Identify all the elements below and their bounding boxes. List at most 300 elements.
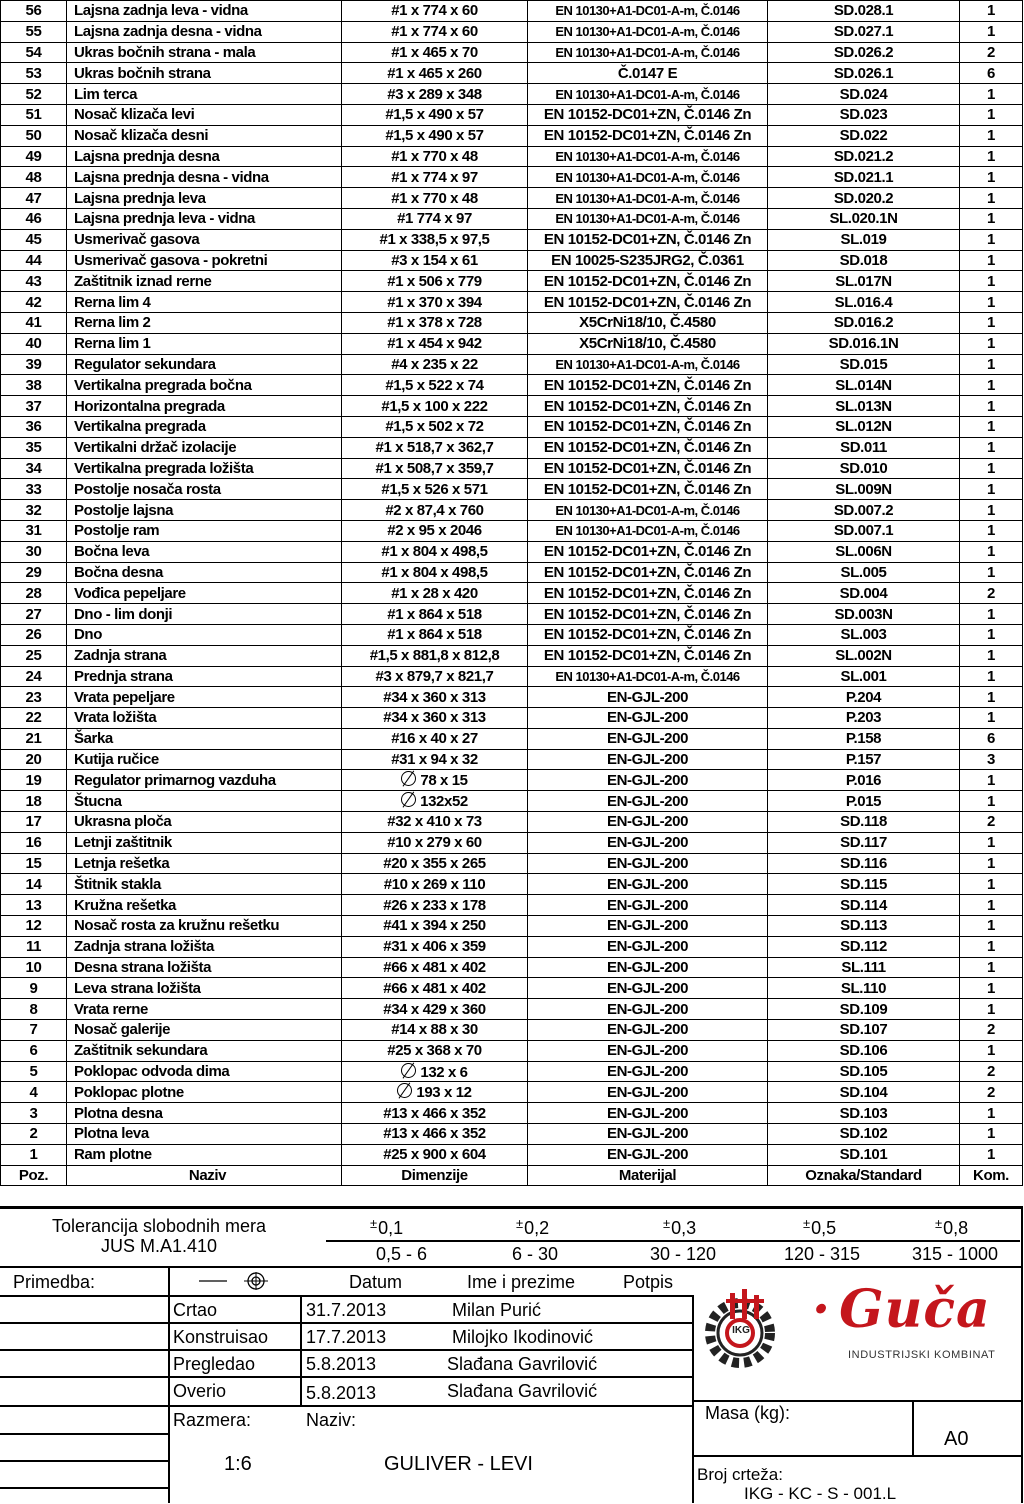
- cell-position-text: 32: [25, 501, 42, 519]
- cell-dimensions-text: #2 x 95 x 2046: [387, 522, 482, 540]
- cell-quantity: [960, 375, 1023, 396]
- cell-designation-text: SD.016.1N: [828, 335, 899, 353]
- cell-designation-text: SD.106: [839, 1042, 888, 1060]
- cell-dimensions: [342, 229, 528, 250]
- cell-name: [67, 354, 342, 375]
- column-header-poz: Poz.: [1, 1165, 67, 1186]
- cell-position: [1, 333, 67, 354]
- cell-name: [67, 125, 342, 146]
- cell-designation-text: SD.028.1: [833, 2, 894, 20]
- brand-subtitle: INDUSTRIJSKI KOMBINAT: [848, 1349, 996, 1361]
- cell-position-text: 34: [25, 459, 42, 477]
- cell-name-text: Nosač galerije: [74, 1021, 171, 1039]
- cell-position-text: 18: [25, 792, 42, 810]
- cell-position-text: 48: [25, 168, 42, 186]
- logo-badge: IKG: [732, 1325, 750, 1336]
- cell-dimensions: [342, 375, 528, 396]
- cell-material-text: EN 10152-DC01+ZN, Č.0146 Zn: [543, 480, 752, 498]
- cell-material-text: EN 10130+A1-DC01-A-m, Č.0146: [555, 3, 740, 19]
- cell-name-text: Rerna lim 1: [74, 335, 151, 353]
- cell-quantity-text: 1: [987, 522, 995, 540]
- cell-dimensions: [342, 479, 528, 500]
- cell-material-text: EN 10152-DC01+ZN, Č.0146 Zn: [543, 647, 752, 665]
- cell-dimensions-text: #3 x 879,7 x 821,7: [375, 667, 494, 685]
- cell-designation: [768, 1, 960, 22]
- cell-quantity: [960, 874, 1023, 895]
- cell-dimensions-text: #1 x 378 x 728: [387, 314, 482, 332]
- cell-material: [528, 936, 768, 957]
- cell-quantity-text: 1: [987, 834, 995, 852]
- paper-format: A0: [944, 1428, 969, 1450]
- approval-name: Slađana Gavrilović: [447, 1381, 598, 1401]
- cell-position: [1, 458, 67, 479]
- cell-dimensions-text: #20 x 355 x 265: [383, 855, 486, 873]
- tolerance-range: 30 - 120: [650, 1244, 717, 1264]
- cell-quantity-text: 1: [987, 875, 995, 893]
- cell-designation-text: SD.020.2: [833, 189, 894, 207]
- cell-quantity: [960, 1103, 1023, 1124]
- cell-name: [67, 146, 342, 167]
- divider: [0, 1433, 170, 1435]
- cell-material-text: EN-GJL-200: [606, 917, 689, 935]
- cell-dimensions-text: #1 x 774 x 60: [391, 2, 478, 20]
- cell-quantity: [960, 167, 1023, 188]
- cell-name: [67, 895, 342, 916]
- cell-quantity-text: 1: [987, 896, 995, 914]
- cell-material-text: EN 10130+A1-DC01-A-m, Č.0146: [555, 356, 740, 372]
- cell-quantity: [960, 500, 1023, 521]
- cell-position: [1, 354, 67, 375]
- approval-role: Overio: [173, 1381, 227, 1401]
- cell-material: [528, 624, 768, 645]
- table-row: [1, 1, 1023, 22]
- cell-name-text: Zadnja strana ložišta: [74, 938, 214, 956]
- cell-dimensions-text: #1 x 864 x 518: [387, 626, 482, 644]
- cell-quantity: [960, 42, 1023, 63]
- cell-quantity: [960, 21, 1023, 42]
- cell-quantity: [960, 250, 1023, 271]
- cell-position-text: 31: [25, 522, 42, 540]
- cell-material: [528, 520, 768, 541]
- cell-quantity-text: 1: [987, 979, 995, 997]
- cell-material-text: EN 10152-DC01+ZN, Č.0146 Zn: [543, 272, 752, 290]
- cell-position: [1, 624, 67, 645]
- cell-designation-text: SD.101: [839, 1146, 888, 1164]
- cell-position-text: 51: [25, 106, 42, 124]
- cell-dimensions: [342, 645, 528, 666]
- cell-designation-text: SD.102: [839, 1125, 888, 1143]
- cell-position-text: 38: [25, 376, 42, 394]
- cell-designation: [768, 458, 960, 479]
- cell-quantity: [960, 84, 1023, 105]
- cell-designation-text: P.016: [845, 771, 882, 789]
- diameter-icon: [397, 1083, 412, 1098]
- cell-quantity: [960, 645, 1023, 666]
- cell-quantity-text: 1: [987, 459, 995, 477]
- cell-designation: [768, 708, 960, 729]
- cell-position: [1, 583, 67, 604]
- divider: [0, 1376, 170, 1378]
- cell-material-text: EN 10152-DC01+ZN, Č.0146 Zn: [543, 231, 752, 249]
- table-row: [1, 146, 1023, 167]
- cell-material-text: EN 10152-DC01+ZN, Č.0146 Zn: [543, 626, 752, 644]
- cell-name: [67, 791, 342, 812]
- cell-material: [528, 1082, 768, 1103]
- cell-position-text: 11: [25, 938, 42, 956]
- cell-material: [528, 645, 768, 666]
- cell-dimensions-text: #1 x 28 x 420: [391, 584, 478, 602]
- cell-name: [67, 188, 342, 209]
- cell-position: [1, 271, 67, 292]
- cell-dimensions: [342, 853, 528, 874]
- cell-material-text: EN-GJL-200: [606, 1104, 689, 1122]
- cell-designation: [768, 312, 960, 333]
- cell-quantity-text: 1: [987, 938, 995, 956]
- cell-position: [1, 853, 67, 874]
- cell-designation: [768, 624, 960, 645]
- cell-designation-text: SD.026.2: [833, 43, 894, 61]
- cell-name: [67, 832, 342, 853]
- cell-quantity: [960, 687, 1023, 708]
- cell-position: [1, 250, 67, 271]
- cell-quantity: [960, 562, 1023, 583]
- cell-name: [67, 1082, 342, 1103]
- cell-designation-text: SD.107: [839, 1021, 888, 1039]
- cell-designation: [768, 1040, 960, 1061]
- cell-quantity-text: 1: [987, 688, 995, 706]
- cell-name: [67, 583, 342, 604]
- cell-material: [528, 999, 768, 1020]
- cell-dimensions-text: #1 x 454 x 942: [387, 335, 482, 353]
- cell-material: [528, 957, 768, 978]
- cell-designation-text: SD.021.1: [833, 168, 894, 186]
- cell-name-text: Horizontalna pregrada: [74, 397, 225, 415]
- cell-name-text: Poklopac plotne: [74, 1083, 184, 1101]
- cell-position: [1, 416, 67, 437]
- cell-name-text: Plotna leva: [74, 1125, 149, 1143]
- cell-material: [528, 1124, 768, 1145]
- cell-name-text: Poklopac odvoda dima: [74, 1063, 230, 1081]
- cell-name-text: Regulator primarnog vazduha: [74, 771, 276, 789]
- cell-designation-text: SL.016.4: [834, 293, 893, 311]
- cell-quantity-text: 1: [987, 501, 995, 519]
- cell-material: [528, 728, 768, 749]
- cell-dimensions-text: #66 x 481 x 402: [383, 979, 486, 997]
- cell-quantity: [960, 770, 1023, 791]
- cell-dimensions: [342, 604, 528, 625]
- cell-designation: [768, 541, 960, 562]
- cell-designation: [768, 396, 960, 417]
- cell-material-text: EN-GJL-200: [606, 938, 689, 956]
- cell-designation-text: SD.015: [839, 355, 888, 373]
- cell-designation: [768, 167, 960, 188]
- cell-designation-text: SD.109: [839, 1000, 888, 1018]
- cell-quantity-text: 1: [987, 480, 995, 498]
- divider: [692, 1295, 694, 1503]
- cell-material: [528, 333, 768, 354]
- cell-quantity-text: 2: [987, 1083, 995, 1101]
- cell-material: [528, 479, 768, 500]
- cell-position-text: 39: [25, 355, 42, 373]
- cell-name: [67, 292, 342, 313]
- cell-designation-text: SD.018: [839, 251, 888, 269]
- cell-quantity-text: 1: [987, 855, 995, 873]
- cell-dimensions: [342, 42, 528, 63]
- cell-name-text: Rerna lim 2: [74, 314, 151, 332]
- cell-dimensions: [342, 437, 528, 458]
- cell-material-text: EN 10152-DC01+ZN, Č.0146 Zn: [543, 543, 752, 561]
- cell-designation-text: P.158: [845, 730, 882, 748]
- cell-position-text: 22: [25, 709, 42, 727]
- cell-quantity-text: 1: [987, 376, 995, 394]
- divider: [0, 1460, 170, 1462]
- cell-material-text: EN 10152-DC01+ZN, Č.0146 Zn: [543, 605, 752, 623]
- cell-quantity-text: 1: [987, 251, 995, 269]
- cell-quantity-text: 1: [987, 272, 995, 290]
- cell-name-text: Ukrasna ploča: [74, 813, 172, 831]
- cell-quantity-text: 1: [987, 626, 995, 644]
- cell-material: [528, 770, 768, 791]
- cell-quantity: [960, 416, 1023, 437]
- cell-designation: [768, 271, 960, 292]
- cell-quantity: [960, 208, 1023, 229]
- cell-dimensions-text: #10 x 269 x 110: [383, 875, 486, 893]
- cell-dimensions: [342, 458, 528, 479]
- cell-designation: [768, 916, 960, 937]
- column-date-label: Datum: [349, 1272, 403, 1292]
- cell-material-text: EN-GJL-200: [606, 771, 689, 789]
- cell-dimensions: [342, 292, 528, 313]
- frame-border: [0, 1206, 1022, 1209]
- cell-name: [67, 541, 342, 562]
- cell-quantity: [960, 125, 1023, 146]
- cell-quantity-text: 6: [987, 64, 995, 82]
- cell-position: [1, 874, 67, 895]
- cell-position-text: 26: [25, 626, 42, 644]
- table-row: [1, 1124, 1023, 1145]
- table-row: [1, 832, 1023, 853]
- table-row: [1, 604, 1023, 625]
- cell-quantity: [960, 312, 1023, 333]
- cell-material: [528, 1, 768, 22]
- cell-name: [67, 479, 342, 500]
- column-header-dim: Dimenzije: [342, 1165, 528, 1186]
- cell-name-text: Štucna: [74, 792, 122, 810]
- cell-material: [528, 312, 768, 333]
- cell-material: [528, 791, 768, 812]
- cell-position: [1, 167, 67, 188]
- cell-position-text: 49: [25, 147, 42, 165]
- tolerance-value: ±0,5: [803, 1216, 837, 1238]
- cell-position-text: 25: [25, 647, 42, 665]
- cell-name: [67, 1020, 342, 1041]
- table-row: [1, 250, 1023, 271]
- cell-designation: [768, 1144, 960, 1165]
- cell-name-text: Lim terca: [74, 85, 138, 103]
- cell-quantity: [960, 333, 1023, 354]
- cell-position: [1, 63, 67, 84]
- table-row: [1, 167, 1023, 188]
- cell-material-text: EN 10152-DC01+ZN, Č.0146 Zn: [543, 418, 752, 436]
- cell-material-text: EN-GJL-200: [606, 1042, 689, 1060]
- cell-material-text: EN-GJL-200: [606, 1063, 689, 1081]
- cell-quantity-text: 1: [987, 1042, 995, 1060]
- cell-name-text: Vertikalna pregrada ložišta: [74, 459, 254, 477]
- cell-material-text: EN 10130+A1-DC01-A-m, Č.0146: [555, 190, 740, 206]
- cell-position-text: 3: [29, 1104, 38, 1122]
- cell-position: [1, 936, 67, 957]
- cell-position-text: 7: [29, 1021, 38, 1039]
- tolerance-range: 315 - 1000: [912, 1244, 999, 1264]
- cell-position-text: 1: [29, 1146, 38, 1164]
- cell-name-text: Prednja strana: [74, 667, 173, 685]
- cell-quantity: [960, 354, 1023, 375]
- cell-position-text: 17: [25, 813, 42, 831]
- cell-quantity-text: 1: [987, 335, 995, 353]
- approval-name: Milojko Ikodinović: [452, 1327, 594, 1347]
- cell-position: [1, 999, 67, 1020]
- cell-quantity-text: 1: [987, 231, 995, 249]
- cell-material: [528, 1020, 768, 1041]
- cell-material-text: EN-GJL-200: [606, 979, 689, 997]
- cell-material-text: EN 10130+A1-DC01-A-m, Č.0146: [555, 211, 740, 227]
- cell-dimensions: [342, 874, 528, 895]
- cell-material: [528, 583, 768, 604]
- cell-designation-text: SD.010: [839, 459, 888, 477]
- cell-dimensions-text: 193 x 12: [416, 1084, 472, 1102]
- cell-designation: [768, 853, 960, 874]
- cell-name-text: Postolje nosača rosta: [74, 480, 221, 498]
- cell-position: [1, 104, 67, 125]
- cell-material-text: EN-GJL-200: [606, 751, 689, 769]
- cell-quantity: [960, 957, 1023, 978]
- cell-designation-text: P.015: [845, 792, 882, 810]
- cell-name: [67, 500, 342, 521]
- cell-material-text: EN-GJL-200: [606, 959, 689, 977]
- cell-designation-text: SL.001: [840, 667, 887, 685]
- cell-designation: [768, 520, 960, 541]
- cell-designation-text: SL.003: [840, 626, 887, 644]
- cell-designation: [768, 125, 960, 146]
- diameter-icon: [401, 1063, 416, 1078]
- cell-name: [67, 728, 342, 749]
- cell-position: [1, 21, 67, 42]
- cell-position: [1, 42, 67, 63]
- cell-designation: [768, 1061, 960, 1082]
- cell-designation-text: SL.019: [840, 231, 887, 249]
- cell-material: [528, 1040, 768, 1061]
- cell-designation-text: SD.024: [839, 85, 888, 103]
- cell-material: [528, 604, 768, 625]
- cell-dimensions-text: #1,5 x 490 x 57: [385, 106, 484, 124]
- cell-name-text: Usmerivač gasova - pokretni: [74, 251, 268, 269]
- drawing-number-label: Broj crteža:: [697, 1465, 783, 1484]
- cell-dimensions: [342, 749, 528, 770]
- cell-dimensions-text: #1 x 338,5 x 97,5: [379, 231, 490, 249]
- cell-designation: [768, 416, 960, 437]
- cell-dimensions: [342, 1144, 528, 1165]
- cell-material: [528, 874, 768, 895]
- approval-role: Crtao: [173, 1300, 218, 1320]
- cell-dimensions: [342, 624, 528, 645]
- cell-name-text: Letnja rešetka: [74, 855, 170, 873]
- cell-quantity: [960, 728, 1023, 749]
- cell-designation: [768, 978, 960, 999]
- diameter-icon: [401, 792, 416, 807]
- cell-dimensions-text: #1 x 864 x 518: [387, 605, 482, 623]
- cell-quantity-text: 2: [987, 584, 995, 602]
- cell-dimensions-text: #1,5 x 526 x 571: [381, 480, 488, 498]
- cell-name-text: Bočna leva: [74, 543, 150, 561]
- cell-position-text: 21: [25, 730, 42, 748]
- cell-designation-text: SL.005: [840, 563, 887, 581]
- cell-quantity: [960, 63, 1023, 84]
- cell-material: [528, 895, 768, 916]
- cell-position-text: 41: [25, 314, 42, 332]
- cell-name-text: Desna strana ložišta: [74, 959, 212, 977]
- table-row: [1, 375, 1023, 396]
- cell-quantity-text: 2: [987, 43, 995, 61]
- cell-material-text: EN-GJL-200: [606, 813, 689, 831]
- cell-material-text: EN-GJL-200: [606, 688, 689, 706]
- cell-position-text: 28: [25, 584, 42, 602]
- cell-material: [528, 541, 768, 562]
- cell-dimensions-text: 78 x 15: [420, 772, 468, 790]
- cell-position-text: 14: [25, 875, 42, 893]
- cell-position-text: 12: [25, 917, 42, 935]
- cell-material-text: X5CrNi18/10, Č.4580: [579, 314, 716, 332]
- cell-dimensions-text: #1,5 x 100 x 222: [381, 397, 488, 415]
- cell-quantity: [960, 292, 1023, 313]
- cell-name: [67, 375, 342, 396]
- table-row: [1, 728, 1023, 749]
- cell-position: [1, 1082, 67, 1103]
- cell-position-text: 52: [25, 85, 42, 103]
- cell-name: [67, 21, 342, 42]
- cell-name-text: Vođica pepeljare: [74, 584, 186, 602]
- cell-quantity-text: 1: [987, 147, 995, 165]
- cell-quantity: [960, 895, 1023, 916]
- cell-dimensions-text: #1 x 804 x 498,5: [381, 563, 488, 581]
- cell-name: [67, 812, 342, 833]
- cell-dimensions: [342, 1061, 528, 1082]
- cell-quantity: [960, 1061, 1023, 1082]
- cell-position: [1, 791, 67, 812]
- cell-dimensions-text: #4 x 235 x 22: [391, 355, 478, 373]
- cell-designation-text: SL.014N: [835, 376, 892, 394]
- table-row: [1, 562, 1023, 583]
- cell-quantity-text: 1: [987, 1146, 995, 1164]
- divider: [692, 1400, 1022, 1402]
- cell-name-text: Postolje ram: [74, 522, 160, 540]
- cell-position-text: 33: [25, 480, 42, 498]
- cell-designation: [768, 604, 960, 625]
- cell-dimensions: [342, 396, 528, 417]
- cell-dimensions-text: #1 x 508,7 x 359,7: [375, 459, 494, 477]
- cell-quantity-text: 1: [987, 23, 995, 41]
- cell-quantity: [960, 749, 1023, 770]
- tolerance-range: 6 - 30: [512, 1244, 559, 1264]
- cell-name-text: Vrata ložišta: [74, 709, 157, 727]
- cell-material: [528, 708, 768, 729]
- cell-dimensions: [342, 1103, 528, 1124]
- cell-dimensions: [342, 666, 528, 687]
- cell-material-text: EN 10152-DC01+ZN, Č.0146 Zn: [543, 293, 752, 311]
- cell-designation-text: SL.111: [841, 959, 886, 977]
- table-row: [1, 208, 1023, 229]
- cell-dimensions-text: #10 x 279 x 60: [387, 834, 482, 852]
- cell-name-text: Lajsna zadnja desna - vidna: [74, 23, 262, 41]
